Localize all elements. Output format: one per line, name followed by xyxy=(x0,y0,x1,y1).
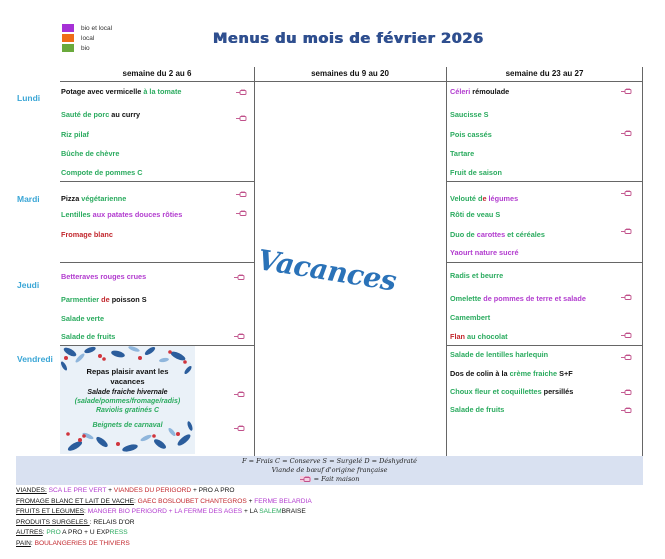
supplier-name: PRO xyxy=(46,529,61,537)
day-label-jeudi: Jeudi xyxy=(17,280,40,290)
supplier-name: + PRO A PRO xyxy=(191,487,235,494)
homemade-pot-icon xyxy=(621,389,632,395)
dish-text: Potage avec vermicelle xyxy=(61,87,144,96)
supplier-category: AUTRES xyxy=(16,529,43,537)
menu-item: Fruit de saison xyxy=(450,168,502,177)
menu-item: Bûche de chèvre xyxy=(61,149,120,158)
dish-text: Sauté de porc xyxy=(61,110,110,119)
dish-text: Pizza xyxy=(61,194,82,203)
menu-item: Salade de fruits xyxy=(61,332,116,341)
legend-label: bio et local xyxy=(81,24,113,32)
homemade-pot-icon xyxy=(621,88,632,94)
dish-text: Flan xyxy=(450,332,465,341)
homemade-pot-icon xyxy=(621,407,632,413)
supplier-name: GAEC BOSLOUBET CHANTEGROS xyxy=(137,497,247,505)
menu-item: Salade fraiche hivernale xyxy=(87,389,168,396)
menu-item xyxy=(450,387,573,396)
grid-line xyxy=(446,345,643,346)
supplier-name: BRAISE xyxy=(281,508,306,516)
homemade-pot-icon xyxy=(621,294,632,300)
dish-text: Lentilles xyxy=(61,210,93,219)
homemade-legend-text: = Fait maison xyxy=(313,475,360,483)
menu-item: Beignets de carnaval xyxy=(92,422,163,429)
supplier-name: : RELAIS D'OR xyxy=(89,518,135,526)
supplier-name: FERME BELARDIA xyxy=(254,497,312,505)
abbreviations-note: F = Frais C = Conserve S = Surgelé D = Déshydraté xyxy=(242,457,417,465)
page-title: Menus du mois de février 2026 xyxy=(213,31,484,47)
winter-holiday-meal-image xyxy=(60,346,195,454)
day-label-lundi: Lundi xyxy=(17,93,41,103)
menu-item: Salade verte xyxy=(61,314,104,323)
legend-swatch-purple xyxy=(62,24,74,32)
supplier-sep: + LA xyxy=(242,508,260,516)
dish-text: Céleri xyxy=(450,87,471,96)
winter-heading-line2: vacances xyxy=(110,377,145,386)
menu-item xyxy=(450,332,508,341)
dish-text: Choux fleur et coquillettes xyxy=(450,387,542,396)
supplier-category: FRUITS ET LEGUMES xyxy=(16,508,85,516)
vacances-label: Vacances xyxy=(255,243,399,298)
supplier-row-surgeles xyxy=(16,518,312,529)
menu-item: Riz pilaf xyxy=(61,130,89,139)
legend-item-bio-et-local xyxy=(62,23,112,33)
grid-line xyxy=(254,67,255,456)
dish-text: persillés xyxy=(541,387,574,396)
menu-item: Compote de pommes C xyxy=(61,168,143,177)
beef-origin-note: Viande de bœuf d'origine française xyxy=(271,466,388,474)
supplier-row-autres xyxy=(16,528,312,539)
supplier-sep: : xyxy=(42,529,47,537)
menu-item: Tartare xyxy=(450,149,475,158)
suppliers-list xyxy=(16,486,312,550)
winter-heading-line1: Repas plaisir avant les xyxy=(86,367,169,376)
menu-item xyxy=(450,294,586,303)
dish-text: Dos de colin à la xyxy=(450,369,510,378)
menu-item xyxy=(450,369,573,378)
supplier-name: RESS xyxy=(109,529,128,537)
supplier-name: SALEM xyxy=(259,508,282,516)
menu-item: Salade de fruits xyxy=(450,405,505,414)
menu-item xyxy=(450,87,509,96)
legend-label: bio xyxy=(81,44,90,52)
homemade-pot-icon xyxy=(621,130,632,136)
homemade-pot-icon xyxy=(234,274,245,280)
menu-item: Betteraves rouges crues xyxy=(61,272,147,281)
supplier-sep: + xyxy=(246,497,255,505)
homemade-pot-icon xyxy=(234,425,245,431)
supplier-category: PRODUITS SURGELES xyxy=(16,518,90,526)
column-header-week3: semaine du 23 au 27 xyxy=(505,69,584,78)
grid-line xyxy=(60,81,643,82)
footer-notes xyxy=(16,456,643,485)
dish-text: de pommes de terre et salade xyxy=(483,294,586,303)
dish-text: végétarienne xyxy=(81,194,127,203)
homemade-pot-icon xyxy=(300,476,311,482)
dish-text: poisson S xyxy=(111,295,147,304)
supplier-category: FROMAGE BLANC ET LAIT DE VACHE xyxy=(16,497,134,505)
homemade-pot-icon xyxy=(621,190,632,196)
dish-text: aux patates douces rôties xyxy=(92,210,183,219)
dish-text: e xyxy=(482,194,489,203)
supplier-sep: : xyxy=(30,539,35,547)
supplier-category: VIANDES: xyxy=(16,487,47,494)
menu-item: Raviolis gratinés C xyxy=(95,407,160,414)
menu-item xyxy=(450,194,518,203)
dish-text: Omelette xyxy=(450,294,484,303)
menu-item: Radis et beurre xyxy=(450,271,504,280)
menu-item xyxy=(450,230,545,239)
menu-item: (salade/pommes/fromage/radis) xyxy=(74,398,181,405)
dish-text: et céréales xyxy=(505,230,545,239)
dish-text: à la tomate xyxy=(143,87,182,96)
supplier-name: VIANDES DU PERIGORD xyxy=(113,487,192,494)
supplier-sep: : xyxy=(84,508,88,516)
homemade-pot-icon xyxy=(621,228,632,234)
supplier-sep: + xyxy=(106,487,114,494)
menu-item: Yaourt nature sucré xyxy=(450,248,519,257)
menu-item xyxy=(61,295,147,304)
supplier-sep: : xyxy=(133,497,138,505)
supplier-row-fruits-legumes xyxy=(16,507,312,518)
homemade-pot-icon xyxy=(234,333,245,339)
dish-text: Parmentier xyxy=(61,295,102,304)
supplier-row-fromage xyxy=(16,497,312,508)
legend-swatch-orange xyxy=(62,34,74,42)
supplier-category: PAIN xyxy=(16,539,31,547)
legend-label: local xyxy=(81,34,95,42)
dish-text: au curry xyxy=(109,110,141,119)
dish-text: S+F xyxy=(557,369,573,378)
grid-line xyxy=(446,262,643,263)
homemade-legend xyxy=(16,475,643,483)
menu-item xyxy=(61,110,140,119)
grid-line xyxy=(446,181,643,182)
supplier-row-pain xyxy=(16,539,312,550)
dish-text: rémoulade xyxy=(470,87,510,96)
color-legend xyxy=(62,23,112,53)
legend-item-bio xyxy=(62,43,112,53)
menu-item: Fromage blanc xyxy=(61,230,113,239)
menu-item: Saucisse S xyxy=(450,110,489,119)
menu-item: Rôti de veau S xyxy=(450,210,501,219)
homemade-pot-icon xyxy=(236,115,247,121)
legend-item-local xyxy=(62,33,112,43)
grid-line xyxy=(60,262,254,263)
homemade-pot-icon xyxy=(236,89,247,95)
homemade-pot-icon xyxy=(236,191,247,197)
supplier-name: A PRO + U EXP xyxy=(60,529,110,537)
day-label-mardi: Mardi xyxy=(17,194,40,204)
day-label-vendredi: Vendredi xyxy=(17,354,53,364)
dish-text: légumes xyxy=(488,194,519,203)
grid-line xyxy=(60,181,254,182)
dish-text: carottes xyxy=(476,230,506,239)
homemade-pot-icon xyxy=(621,332,632,338)
supplier-name: BOULANGERIES DE THIVIERS xyxy=(34,539,130,547)
dish-text: crème fraiche xyxy=(509,369,558,378)
dish-text: au chocolat xyxy=(465,332,508,341)
menu-item: Pois cassés xyxy=(450,130,492,139)
homemade-pot-icon xyxy=(621,354,632,360)
legend-swatch-green xyxy=(62,44,74,52)
dish-text: Velouté d xyxy=(450,194,483,203)
supplier-name: MANGER BIO PERIGORD + LA FERME DES AGES xyxy=(87,508,243,516)
dish-text: de xyxy=(101,295,112,304)
menu-item xyxy=(61,194,126,203)
homemade-pot-icon xyxy=(236,210,247,216)
column-header-week1: semaine du 2 au 6 xyxy=(122,69,192,78)
supplier-row-viandes xyxy=(16,486,312,497)
homemade-pot-icon xyxy=(234,391,245,397)
menu-item xyxy=(61,210,182,219)
supplier-name: SCA LE PRE VERT xyxy=(46,487,107,494)
menu-item: Salade de lentilles harlequin xyxy=(450,350,549,359)
dish-text: Duo de xyxy=(450,230,477,239)
menu-item xyxy=(61,87,181,96)
menu-item: Camembert xyxy=(450,313,491,322)
column-header-week2: semaines du 9 au 20 xyxy=(311,69,389,78)
